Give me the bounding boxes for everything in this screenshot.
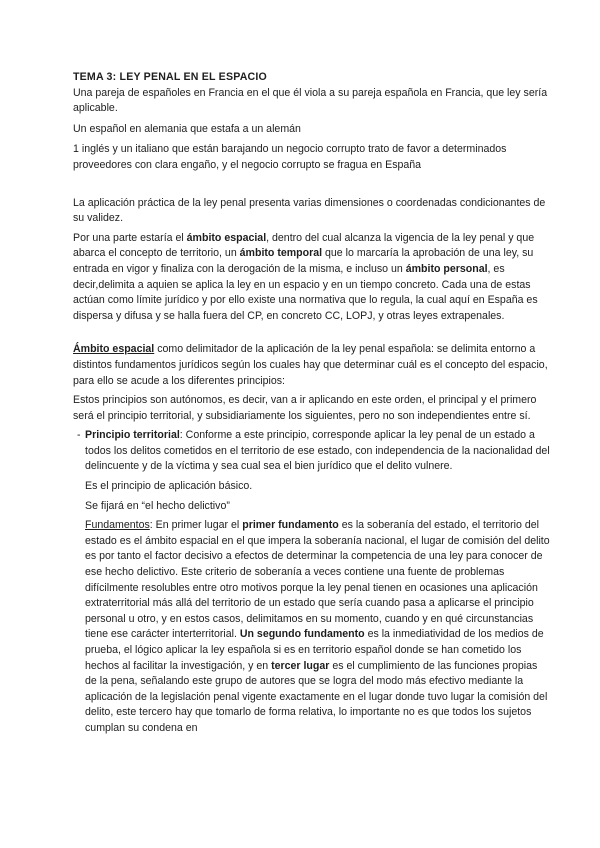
text-run: es la inmediatividad de los medios de prueba, el lógico aplicar la ley española si es en territorio español donde se han cometido los hechos al facilitar la investigación, y en [85,628,544,672]
term-segundo-fundamento: Un segundo fundamento [239,628,365,641]
text-run: es la soberanía del estado, el territorio del estado es el ámbito espacial en el que impera la soberanía nacional, el lugar de comisión del delito es por tanto el factor decisivo a efectos de determinar la competencia de una ley para conocer de ese hecho delictivo. Este criterio de soberanía a veces contiene una fuente de problemas difícilmente resolubles entre otro motivos porque la ley penal tienen en ocasiones una aplicación extraterritorial más allá del territorio de un estado que sería cuando pasa a aplicarse el principio personal u otro, y en estos casos, delimitamos en su momento, cuando y en qué circunstancias tiene ese carácter interterritorial. [85,519,550,641]
heading-fundamentos: Fundamentos [85,519,150,532]
term-principio-territorial: Principio territorial [85,429,180,442]
fundamentos-paragraph [85,518,551,736]
term-ambito-personal: ámbito personal [405,262,488,275]
dimensions-paragraph [73,231,551,325]
document-page [73,70,551,737]
document-title: TEMA 3: LEY PENAL EN EL ESPACIO [73,71,267,83]
text-run: Por una parte estaría el [73,231,187,244]
heading-ambito-espacial: Ámbito espacial [73,343,155,356]
term-primer-fundamento: primer fundamento [242,519,339,532]
principio-territorial-text [85,428,551,475]
ambito-espacial-paragraph [73,342,551,389]
term-tercer-lugar: tercer lugar [271,659,330,672]
text-run: , dentro del cual alcanza la vigencia de la ley penal y que abarca el concepto de territorio, un [73,231,535,260]
term-ambito-temporal: ámbito temporal [239,247,323,260]
term-ambito-espacial: ámbito espacial [186,231,267,244]
text-run: como delimitador de la aplicación de la ley penal española: se delimita entorno a distintos fundamentos jurídicos según los cuales hay que determinar cuál es el concepto del espacio, para ello se acude a los diferentes principios: [73,343,548,387]
principles-paragraph: Estos principios son autónomos, es decir, van a ir aplicando en este orden, el principal y el primero será el principio territorial, y subsidiariamente los siguientes, pero no son independientes entre sí. [73,394,537,422]
text-run: es el cumplimiento de las funciones propias de la pena, señalando este grupo de autores que se logra del modo más efectivo mediante la aplicación de la legislación penal vigente exactamente en el lugar donde tuvo lugar la comisión del delito, este tercero hay que tomarlo de forma relativa, lo importante no es que todos los sujetos cumplan su condena en [85,659,548,734]
hecho-delictivo-line: Se fijará en “el hecho delictivo” [85,499,230,512]
text-run: : En primer lugar el [149,519,243,532]
example-1: Una pareja de españoles en Francia en el que él viola a su pareja española en Francia, que ley sería aplicable. [73,86,548,115]
text-run: , es decir,delimita a aquien se aplica la ley en un espacio y en un tiempo concreto. Cada una de estas actúan como límite jurídico y por ello existe una normativa que lo regula, la cual aquí en España es dispersa y difusa y se halla fuera del CP, en concreto CC, LOPJ, y otras leyes extrapenales. [73,262,538,322]
example-3: 1 inglés y un italiano que están barajando un negocio corrupto trato de favor a determinados proveedores con clara engaño, y el negocio corrupto se fragua en España [73,143,507,171]
list-dash: - [77,429,81,442]
text-run: : Conforme a este principio, corresponde aplicar la ley penal de un estado a todos los delitos cometidos en el territorio de ese estado, con independencia de la nacionalidad del delincuente y de la víctima y sea cual sea el bien jurídico que el delito vulnere. [85,429,550,473]
list-item-principio-territorial [73,428,551,736]
intro-paragraph: La aplicación práctica de la ley penal presenta varias dimensiones o coordenadas condicionantes de su validez. [73,196,546,225]
text-run: que lo marcaría la aprobación de una ley, su entrada en vigor y finaliza con la derogación de la misma, e incluso un [73,247,534,275]
example-2: Un español en alemania que estafa a un alemán [73,122,301,135]
basic-principle-line: Es el principio de aplicación básico. [85,480,253,493]
